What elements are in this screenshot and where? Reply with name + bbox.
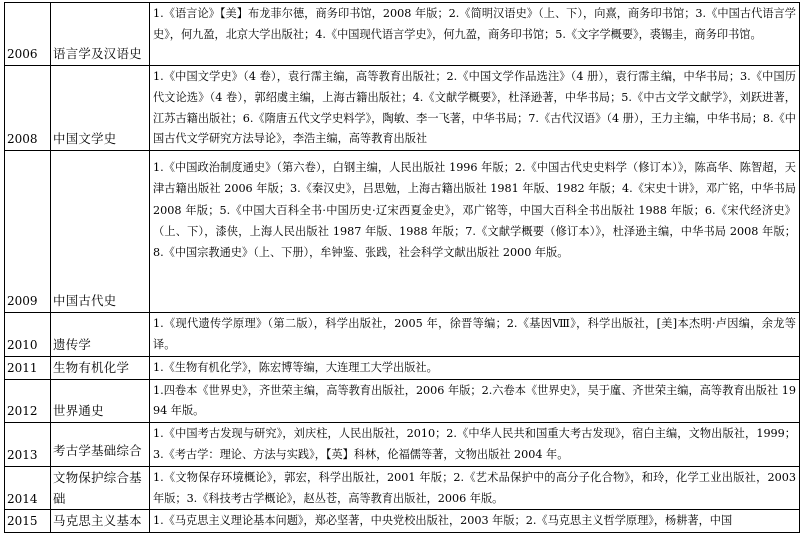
exam-code-cell: 2010 (5, 313, 51, 357)
table-row (5, 151, 800, 313)
exam-code-cell: 2012 (5, 379, 51, 423)
exam-code-cell: 2011 (5, 356, 51, 379)
table-row (5, 379, 800, 423)
reference-books-cell: 1.四卷本《世界史》，齐世荣主编，高等教育出版社，2006 年版；2.六卷本《世界史》，吴于廑、齐世荣主编，高等教育出版社 1994 年版。 (150, 379, 800, 423)
exam-code-cell: 2009 (5, 151, 51, 313)
reference-books-cell: 1.《中国考古发现与研究》，刘庆柱，人民出版社，2010；2.《中华人民共和国重大考古发现》，宿白主编，文物出版社，1999；3.《考古学：理论、方法与实践》，【英】科林，伦福儒等著，文物出版社 2004 年。 (150, 423, 800, 467)
table-row (5, 313, 800, 357)
table-row (5, 510, 800, 533)
table-row (5, 356, 800, 379)
reference-books-cell: 1.《文物保存环境概论》，郭宏，科学出版社，2001 年版；2.《艺术品保护中的高分子化合物》，和玲，化学工业出版社，2003 年版；3.《科技考古学概论》，赵丛苍，高等教育出版社，2006 年版。 (150, 466, 800, 510)
exam-code-cell: 2014 (5, 466, 51, 510)
table-row (5, 423, 800, 467)
exam-code-cell: 2006 (5, 3, 51, 66)
reference-books-cell: 1.《中国政治制度通史》（第六卷），白钢主编，人民出版社 1996 年版；2.《中国古代史史料学（修订本）》，陈高华、陈智超，天津古籍出版社 2006 年版；3.《秦汉史》，吕思勉，上海古籍出版社 1981 年版、1982 年版；4.《宋史十讲》，邓广铭，中华书局 2008 年版；5.《中国大百科全书·中国历史·辽宋西夏金史》，邓广铭等，中国大百科全书出版社 1988 年版；6.《宋代经济史》（上、下），漆侠，上海人民出版社 1987 年版、1988 年版；7.《文献学概要（修订本）》，杜泽逊主编，中华书局 2008 年版；8.《中国宗教通史》（上、下册），牟钟鉴、张践，社会科学文献出版社 2000 年版。 (150, 151, 800, 313)
subject-name-cell: 中国古代史 (51, 151, 150, 313)
subject-name-cell: 遗传学 (51, 313, 150, 357)
reference-books-cell: 1.《语言论》【美】布龙菲尔德，商务印书馆，2008 年版；2.《简明汉语史》（上、下），向熹，商务印书馆；3.《中国古代语言学史》，何九盈，北京大学出版社；4.《中国现代语言学史》，何九盈，商务印书馆；5.《文字学概要》，裘锡圭，商务印书馆。 (150, 3, 800, 66)
exam-code-cell: 2015 (5, 510, 51, 533)
reference-books-cell: 1.《马克思主义理论基本问题》，郑必坚著，中央党校出版社，2003 年版；2.《马克思主义哲学原理》，杨耕著，中国 (150, 510, 800, 533)
table-row (5, 66, 800, 151)
subject-name-cell: 世界通史 (51, 379, 150, 423)
subject-name-cell: 生物有机化学 (51, 356, 150, 379)
reference-books-cell: 1.《生物有机化学》，陈宏博等编，大连理工大学出版社。 (150, 356, 800, 379)
reference-books-cell: 1.《现代遗传学原理》（第二版），科学出版社，2005 年，徐晋等编；2.《基因Ⅷ》，科学出版社，[美]本杰明·卢因编，余龙等译。 (150, 313, 800, 357)
subject-name-cell: 考古学基础综合 (51, 423, 150, 467)
reference-book-table (4, 2, 800, 533)
exam-code-cell: 2008 (5, 66, 51, 151)
table-row (5, 3, 800, 66)
exam-code-cell: 2013 (5, 423, 51, 467)
subject-name-cell: 中国文学史 (51, 66, 150, 151)
subject-name-cell: 马克思主义基本 (51, 510, 150, 533)
table-row (5, 466, 800, 510)
reference-books-cell: 1.《中国文学史》（4 卷），袁行霈主编，高等教育出版社；2.《中国文学作品选注》（4 册），袁行霈主编，中华书局；3.《中国历代文论选》（4 卷），郭绍虞主编，上海古籍出版社；4.《文献学概要》，杜泽逊著，中华书局；5.《中古文学文献学》，刘跃进著，江苏古籍出版社；6.《隋唐五代文学史料学》，陶敏、李一飞著，中华书局；7.《古代汉语》（4 册），王力主编，中华书局；8.《中国古代文学研究方法导论》，李浩主编，高等教育出版社 (150, 66, 800, 151)
subject-name-cell: 文物保护综合基础 (51, 466, 150, 510)
syllabus-table-sheet (4, 2, 800, 533)
subject-name-cell: 语言学及汉语史 (51, 3, 150, 66)
